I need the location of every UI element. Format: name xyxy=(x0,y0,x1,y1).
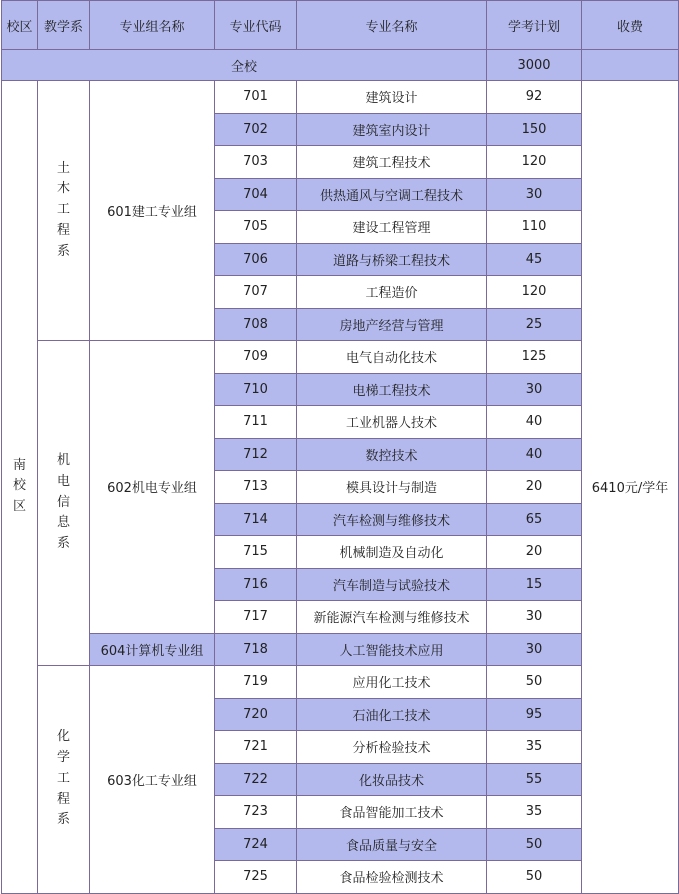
major-plan: 55 xyxy=(487,763,582,796)
major-name: 机械制造及自动化 xyxy=(297,536,487,569)
major-plan: 30 xyxy=(487,601,582,634)
department-mechatronics: 机电信息系 xyxy=(38,341,90,666)
total-plan: 3000 xyxy=(487,50,582,81)
major-plan: 40 xyxy=(487,438,582,471)
header-campus: 校区 xyxy=(2,1,38,50)
major-code: 717 xyxy=(215,601,297,634)
major-plan: 120 xyxy=(487,146,582,179)
group-604: 604计算机专业组 xyxy=(90,633,215,666)
table-row xyxy=(2,666,679,699)
major-plan: 95 xyxy=(487,698,582,731)
major-plan: 40 xyxy=(487,406,582,439)
major-code: 725 xyxy=(215,861,297,894)
major-code: 722 xyxy=(215,763,297,796)
major-plan: 30 xyxy=(487,633,582,666)
group-601: 601建工专业组 xyxy=(90,81,215,341)
header-department: 教学系 xyxy=(38,1,90,50)
fee-cell: 6410元/学年 xyxy=(582,81,679,894)
major-code: 706 xyxy=(215,243,297,276)
major-plan: 120 xyxy=(487,276,582,309)
enrollment-table xyxy=(1,0,679,894)
major-code: 707 xyxy=(215,276,297,309)
major-code: 712 xyxy=(215,438,297,471)
major-name: 分析检验技术 xyxy=(297,731,487,764)
major-name: 建筑室内设计 xyxy=(297,113,487,146)
major-plan: 150 xyxy=(487,113,582,146)
department-civil: 土木工程系 xyxy=(38,81,90,341)
major-code: 704 xyxy=(215,178,297,211)
major-name: 新能源汽车检测与维修技术 xyxy=(297,601,487,634)
major-code: 721 xyxy=(215,731,297,764)
major-name: 应用化工技术 xyxy=(297,666,487,699)
header-group: 专业组名称 xyxy=(90,1,215,50)
major-plan: 25 xyxy=(487,308,582,341)
table-row xyxy=(2,81,679,114)
department-chemical: 化学工程系 xyxy=(38,666,90,894)
major-code: 714 xyxy=(215,503,297,536)
major-name: 建设工程管理 xyxy=(297,211,487,244)
major-name: 模具设计与制造 xyxy=(297,471,487,504)
major-plan: 125 xyxy=(487,341,582,374)
major-name: 石油化工技术 xyxy=(297,698,487,731)
major-name: 道路与桥梁工程技术 xyxy=(297,243,487,276)
major-plan: 20 xyxy=(487,536,582,569)
major-name: 人工智能技术应用 xyxy=(297,633,487,666)
group-603: 603化工专业组 xyxy=(90,666,215,894)
major-code: 719 xyxy=(215,666,297,699)
major-name: 食品质量与安全 xyxy=(297,828,487,861)
header-major: 专业名称 xyxy=(297,1,487,50)
major-plan: 50 xyxy=(487,666,582,699)
header-row xyxy=(2,1,679,50)
group-602: 602机电专业组 xyxy=(90,341,215,634)
total-fee-blank xyxy=(582,50,679,81)
major-name: 汽车检测与维修技术 xyxy=(297,503,487,536)
major-code: 710 xyxy=(215,373,297,406)
major-name: 房地产经营与管理 xyxy=(297,308,487,341)
major-plan: 35 xyxy=(487,796,582,829)
major-plan: 50 xyxy=(487,828,582,861)
total-label: 全校 xyxy=(2,50,487,81)
major-code: 703 xyxy=(215,146,297,179)
major-name: 工业机器人技术 xyxy=(297,406,487,439)
major-name: 电气自动化技术 xyxy=(297,341,487,374)
major-code: 715 xyxy=(215,536,297,569)
major-plan: 35 xyxy=(487,731,582,764)
major-code: 720 xyxy=(215,698,297,731)
major-plan: 65 xyxy=(487,503,582,536)
major-code: 705 xyxy=(215,211,297,244)
major-code: 701 xyxy=(215,81,297,114)
major-plan: 20 xyxy=(487,471,582,504)
total-row xyxy=(2,50,679,81)
major-name: 建筑工程技术 xyxy=(297,146,487,179)
major-name: 化妆品技术 xyxy=(297,763,487,796)
major-name: 电梯工程技术 xyxy=(297,373,487,406)
major-name: 供热通风与空调工程技术 xyxy=(297,178,487,211)
major-plan: 110 xyxy=(487,211,582,244)
major-code: 713 xyxy=(215,471,297,504)
major-plan: 92 xyxy=(487,81,582,114)
major-code: 716 xyxy=(215,568,297,601)
major-code: 708 xyxy=(215,308,297,341)
major-name: 食品智能加工技术 xyxy=(297,796,487,829)
major-code: 718 xyxy=(215,633,297,666)
table-row xyxy=(2,633,679,666)
major-plan: 30 xyxy=(487,373,582,406)
major-code: 711 xyxy=(215,406,297,439)
major-name: 数控技术 xyxy=(297,438,487,471)
major-plan: 30 xyxy=(487,178,582,211)
major-name: 工程造价 xyxy=(297,276,487,309)
header-fee: 收费 xyxy=(582,1,679,50)
header-code: 专业代码 xyxy=(215,1,297,50)
major-code: 709 xyxy=(215,341,297,374)
major-name: 建筑设计 xyxy=(297,81,487,114)
major-code: 702 xyxy=(215,113,297,146)
table-row xyxy=(2,341,679,374)
major-plan: 45 xyxy=(487,243,582,276)
major-name: 汽车制造与试验技术 xyxy=(297,568,487,601)
major-code: 723 xyxy=(215,796,297,829)
major-code: 724 xyxy=(215,828,297,861)
header-plan: 学考计划 xyxy=(487,1,582,50)
campus-cell: 南校区 xyxy=(2,81,38,894)
major-plan: 50 xyxy=(487,861,582,894)
major-name: 食品检验检测技术 xyxy=(297,861,487,894)
major-plan: 15 xyxy=(487,568,582,601)
